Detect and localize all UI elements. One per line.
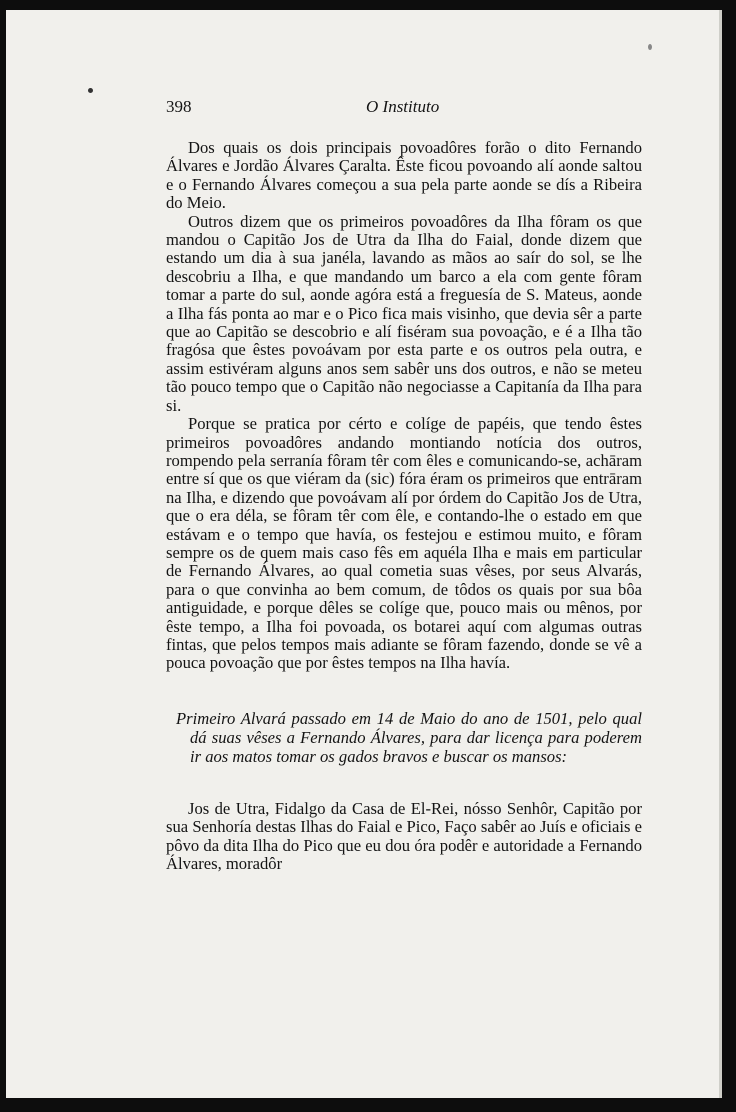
document-paragraph: Jos de Utra, Fidalgo da Casa de El-Rei, nósso Senhôr, Capitão por sua Senhoría destas Ilhas do Faial e Pico, Faço sabêr ao Juís e oficiais e pôvo da dita Ilha do Pico que eu dou óra podêr e autoridade a Fernando Álvares, moradôr	[166, 798, 642, 873]
paragraph-1: Dos quais os dois principais povoadôres forão o dito Fernando Álvares e Jordão Álvares Çaralta. Êste ficou povoando alí aonde saltou e o Fernando Álvares começou a sua pela parte aonde se dís a Ribeira do Meio.	[166, 138, 642, 213]
section-gap	[166, 766, 642, 800]
ink-speck	[648, 44, 652, 50]
running-head	[166, 98, 642, 122]
running-title: O Instituto	[366, 97, 440, 116]
section-gap	[166, 673, 642, 709]
page-number: 398	[166, 97, 192, 116]
paragraph-3: Porque se pratica por cérto e colíge de papéis, que tendo êstes primeiros povoadôres andando montiando notícia dos outros, rompendo pela serranía fôram têr com êles e comunicando-se, achāram entre sí que os que viéram da (sic) fóra éram os primeiros que entrāram na Ilha, e dizendo que povoávam alí por órdem do Capitão Jos de Utra, que o era déla, se fôram têr com êle, e contando-lhe o estado em que estávam e o tempo que havía, os festejou e estimou muito, e fôram sempre os de quem mais caso fês em aquéla Ilha e mais em particular de Fernando Álvares, ao qual cometia suas vêses, por seus Alvarás, para o que convinha ao bem comum, de tôdos os quais por sua bôa antiguidade, e porque dêles se colíge que, pouco mais ou mênos, por êste tempo, a Ilha foi povoada, os botarei aquí com algumas outras fintas, que pelos tempos mais adiante se fôram fazendo, donde se vê a pouca povoação que por êstes tempos na Ilha havía.	[166, 414, 642, 673]
book-page	[166, 98, 642, 873]
paragraph-2: Outros dizem que os primeiros povoadôres da Ilha fôram os que mandou o Capitão Jos de Utra da Ilha do Faial, donde dizem que estando um dia à sua janéla, lavando as mãos ao saír do sol, se lhe descobriu a Ilha, e que mandando um barco a ela com gente fôram tomar a parte do sul, aonde agóra está a freguesía de S. Mateus, aonde a Ilha fás ponta ao mar e o Pico fica mais visinho, que devia sêr a parte que ao Capitão se descobrio e alí fiséram sua povoação, e é a Ilha tão fragósa que êstes povoávam por esta parte e os outros pela outra, e assim estivéram alguns anos sem sabêr uns dos outros, e não se meteu tão pouco tempo que o Capitão não negociasse a Capitanía da Ilha para si.	[166, 211, 642, 415]
document-heading: Primeiro Alvará passado em 14 de Maio do ano de 1501, pelo qual dá suas vêses a Fernando Álvares, para dar licença para poderem ir aos matos tomar os gados bravos e buscar os mansos:	[176, 708, 642, 766]
ink-speck	[88, 88, 93, 93]
